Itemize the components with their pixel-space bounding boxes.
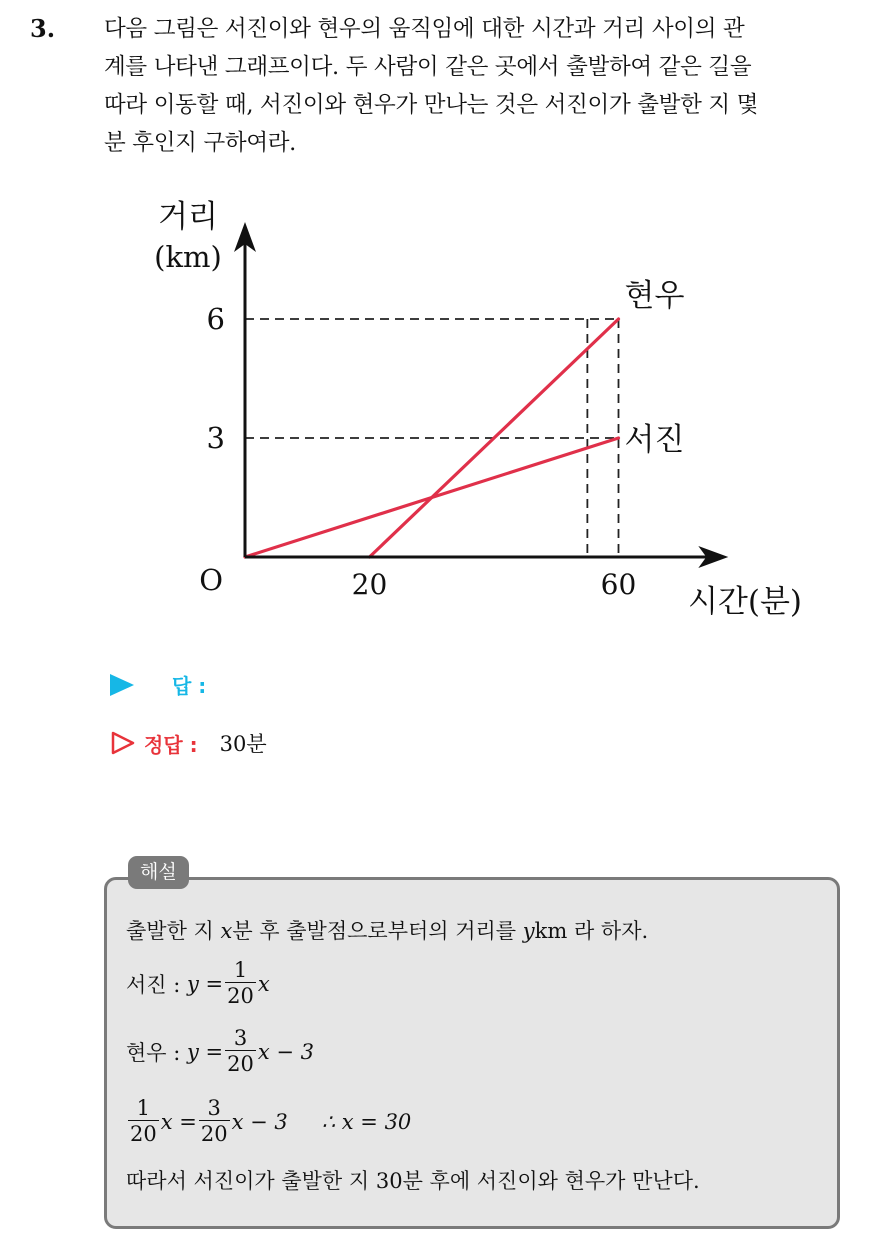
- numerator: 3: [233, 1026, 248, 1050]
- fraction: [199, 1096, 230, 1147]
- therefore-result: ∴ x = 30: [321, 1109, 412, 1134]
- solution-text: 출발한 지: [126, 919, 221, 943]
- fraction: [225, 1026, 256, 1077]
- correct-answer-row: [110, 728, 267, 758]
- solution-unit: km: [534, 919, 568, 943]
- solution-line-1: [126, 915, 648, 945]
- y-axis-label: 거리: [158, 199, 218, 235]
- equation-rhs: x − 3: [231, 1109, 288, 1134]
- question-line: 따라 이동할 때, 서진이와 현우가 만나는 것은 서진이가 출발한 지 몇: [104, 92, 759, 118]
- y-tick-label: 3: [206, 420, 225, 455]
- answer-row: [110, 670, 206, 699]
- play-triangle-icon: [110, 674, 134, 696]
- equation-lhs: y =: [187, 1039, 224, 1064]
- reference-lines: [245, 319, 619, 557]
- solution-conclusion: 따라서 서진이가 출발한 지 30분 후에 서진이와 현우가 만난다.: [126, 1169, 700, 1193]
- solution-text: 분 후 출발점으로부터의 거리를: [232, 919, 523, 943]
- numerator: 1: [136, 1096, 151, 1120]
- series-line: [245, 438, 619, 557]
- denominator: 20: [200, 1122, 228, 1146]
- hyunwoo-label: 현우 :: [126, 1040, 181, 1065]
- origin-label: O: [199, 563, 223, 597]
- numerator: 1: [233, 958, 248, 982]
- equation-rhs: x: [257, 971, 270, 996]
- numerator: 3: [207, 1096, 221, 1120]
- seojin-label: 서진 :: [126, 972, 181, 997]
- solution-tag: 해설: [128, 856, 189, 889]
- denominator: 20: [130, 1122, 157, 1146]
- solution-combined-equation: [126, 1096, 411, 1147]
- question-line: 분 후인지 구하여라.: [104, 130, 297, 156]
- correct-answer-value: 30분: [219, 732, 267, 756]
- fraction: [225, 958, 256, 1009]
- denominator: 20: [227, 1052, 254, 1076]
- y-tick-label: 6: [206, 301, 225, 336]
- solution-var: x: [220, 919, 233, 943]
- question-line: 계를 나타낸 그래프이다. 두 사람이 같은 곳에서 출발하여 같은 길을: [104, 54, 752, 80]
- denominator: 20: [227, 984, 254, 1008]
- x-axis-label: 시간(분): [687, 584, 803, 620]
- axes: [234, 222, 728, 568]
- answer-label: 답 :: [172, 674, 207, 698]
- question-number: 3.: [30, 14, 56, 43]
- solution-seojin-equation: [126, 958, 270, 1009]
- correct-answer-label: 정답 :: [144, 732, 198, 757]
- x-tick-label: 20: [351, 568, 388, 601]
- fraction: [128, 1096, 159, 1147]
- equation-rhs: x − 3: [257, 1039, 315, 1064]
- series-label: 서진: [624, 421, 685, 458]
- equation-middle: x =: [160, 1109, 197, 1134]
- series-label: 현우: [624, 277, 685, 314]
- solution-text: 라 하자.: [567, 919, 649, 943]
- x-tick-label: 60: [600, 568, 637, 601]
- outline-triangle-icon: [110, 730, 136, 756]
- equation-lhs: y =: [187, 971, 224, 996]
- solution-var: y: [522, 919, 535, 943]
- y-axis-unit: (km): [154, 240, 222, 274]
- question-line: 다음 그림은 서진이와 현우의 움직임에 대한 시간과 거리 사이의 관: [104, 16, 745, 42]
- solution-hyunwoo-equation: [126, 1026, 314, 1077]
